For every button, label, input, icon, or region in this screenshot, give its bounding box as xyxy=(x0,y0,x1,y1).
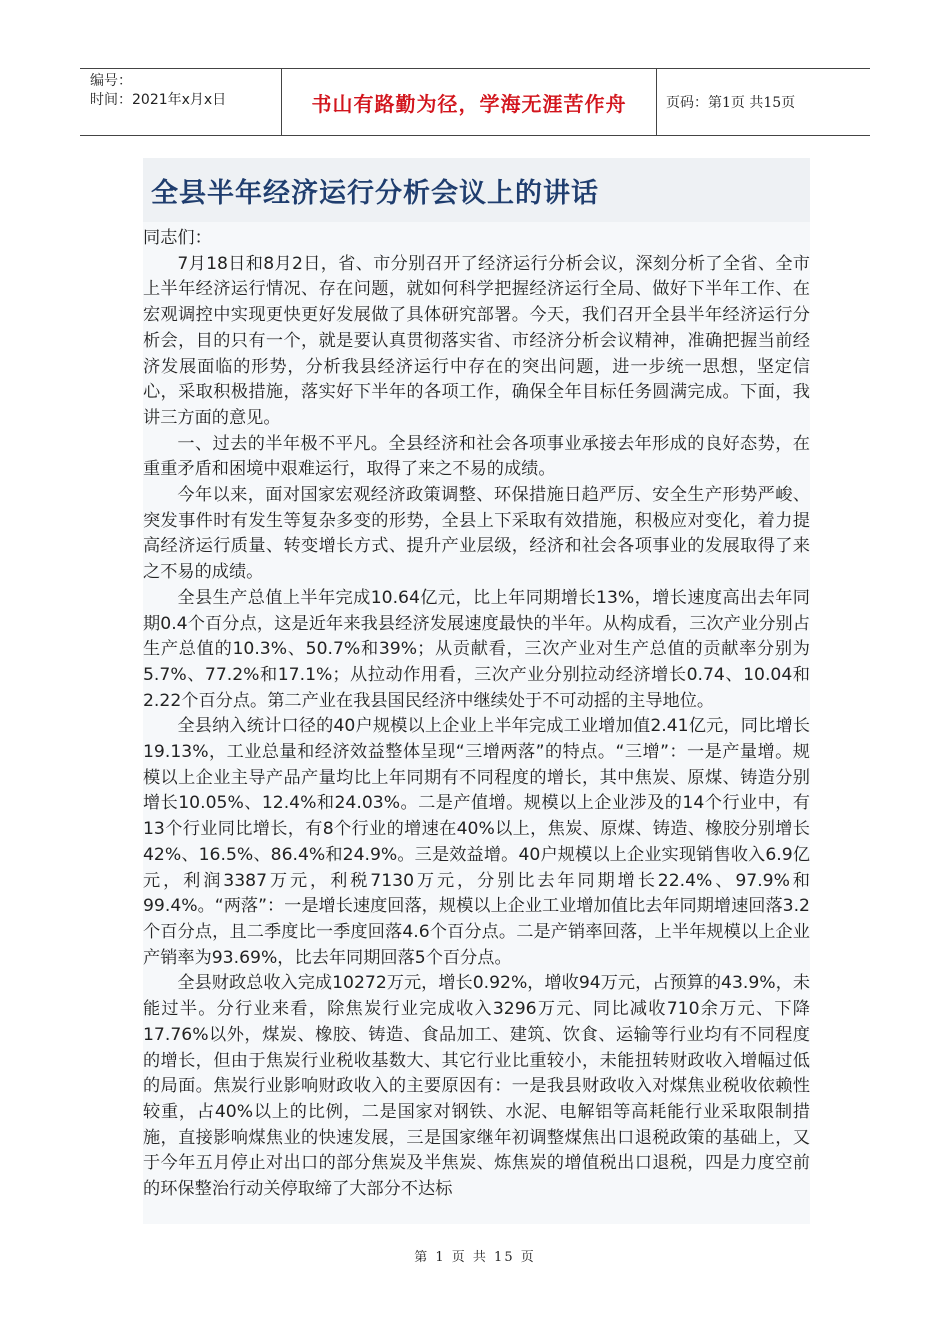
document-number-label: 编号： xyxy=(90,73,132,89)
paragraph: 7月18日和8月2日，省、市分别召开了经济运行分析会议，深刻分析了全省、全市上半年经济运行情况、存在问题，就如何科学把握经济运行全局、做好下半年工作、在宏观调控中实现更快更好发展做了具体研究部署。今天，我们召开全县半年经济运行分析会，目的只有一个，就是要认真贯彻落实省、市经济分析会议精神，准确把握当前经济发展面临的形势，分析我县经济运行中存在的突出问题，进一步统一思想，坚定信心，采取积极措施，落实好下半年的各项工作，确保全年目标任务圆满完成。下面，我讲三方面的意见。 xyxy=(143,253,810,428)
page-footer: 第 1 页 共 15 页 xyxy=(414,1250,536,1265)
paragraph: 全县纳入统计口径的40户规模以上企业上半年完成工业增加值2.41亿元，同比增长19.13%，工业总量和经济效益整体呈现“三增两落”的特点。“三增”：一是产量增。规模以上企业主导产品产量均比上年同期有不同程度的增长，其中焦炭、原煤、铸造分别增长10.05%、12.4%和24.03%。二是产值增。规模以上企业涉及的14个行业中，有13个行业同比增长，有8个行业的增速在40%以上，焦炭、原煤、铸造、橡胶分别增长42%、16.5%、86.4%和24.9%。三是效益增。40户规模以上企业实现销售收入6.9亿元，利润3387万元，利税7130万元，分别比去年同期增长22.4%、97.9%和99.4%。“两落”：一是增长速度回落，规模以上企业工业增加值比去年同期增速回落3.2个百分点，且二季度比一季度回落4.6个百分点。二是产销率回落，上半年规模以上企业产销率为93.69%，比去年同期回落5个百分点。 xyxy=(143,716,810,968)
header-meta xyxy=(80,69,282,135)
greeting: 同志们： xyxy=(143,228,212,248)
page-header xyxy=(80,68,870,136)
document-body xyxy=(143,158,810,1224)
document-title: 全县半年经济运行分析会议上的讲话 xyxy=(151,177,599,209)
paragraph: 今年以来，面对国家宏观经济政策调整、环保措施日趋严厉、安全生产形势严峻、突发事件时有发生等复杂多变的形势，全县上下采取有效措施，积极应对变化，着力提高经济运行质量、转变增长方式、提升产业层级，经济和社会各项事业的发展取得了来之不易的成绩。 xyxy=(143,485,810,583)
header-page-info: 页码：第1页 共15页 xyxy=(666,95,796,111)
title-bar xyxy=(143,158,810,222)
paragraph: 一、过去的半年极不平凡。全县经济和社会各项事业承接去年形成的良好态势，在重重矛盾和困境中艰难运行，取得了来之不易的成绩。 xyxy=(143,433,810,480)
paragraph: 全县生产总值上半年完成10.64亿元，比上年同期增长13%，增长速度高出去年同期0.4个百分点，这是近年来我县经济发展速度最快的半年。从构成看，三次产业分别占生产总值的10.3%、50.7%和39%；从贡献看，三次产业对生产总值的贡献率分别为5.7%、77.2%和17.1%；从拉动作用看，三次产业分别拉动经济增长0.74、10.04和2.22个百分点。第二产业在我县国民经济中继续处于不可动摇的主导地位。 xyxy=(143,587,810,711)
header-motto: 书山有路勤为径，学海无涯苦作舟 xyxy=(282,69,657,135)
document-text xyxy=(143,222,810,1224)
document-time-label: 时间：2021年x月x日 xyxy=(90,92,227,108)
paragraph: 全县财政总收入完成10272万元，增长0.92%，增收94万元，占预算的43.9%，未能过半。分行业来看，除焦炭行业完成收入3296万元、同比减收710余万元、下降17.76%以外，煤炭、橡胶、铸造、食品加工、建筑、饮食、运输等行业均有不同程度的增长，但由于焦炭行业税收基数大、其它行业比重较小，未能扭转财政收入增幅过低的局面。焦炭行业影响财政收入的主要原因有：一是我县财政收入对煤焦业税收依赖性较重，占40%以上的比例，二是国家对钢铁、水泥、电解铝等高耗能行业采取限制措施，直接影响煤焦业的快速发展，三是国家继年初调整煤焦出口退税政策的基础上，又于今年五月停止对出口的部分焦炭及半焦炭、炼焦炭的增值税出口退税，四是力度空前的环保整治行动关停取缔了大部分不达标 xyxy=(143,973,810,1200)
